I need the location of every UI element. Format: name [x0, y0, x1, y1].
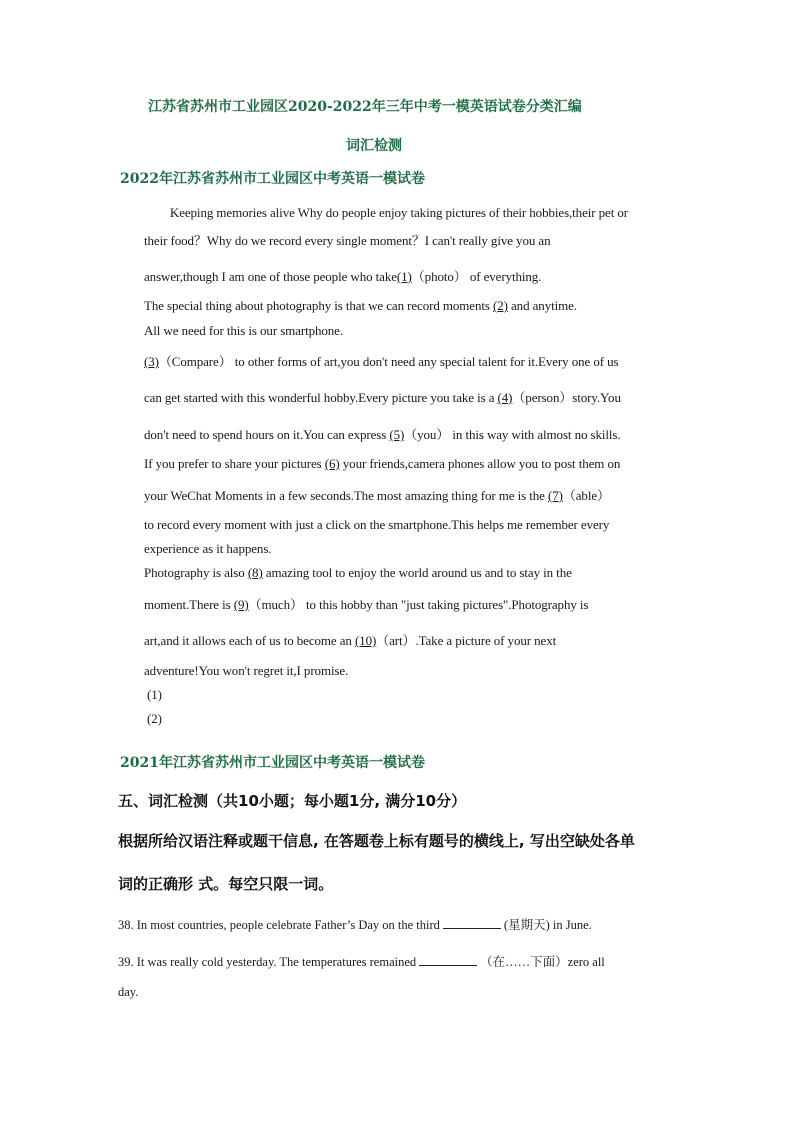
passage-line — [144, 663, 348, 679]
answer-2: (2) — [147, 711, 162, 726]
passage-text: adventure!You won't regret it,I promise. — [144, 663, 349, 678]
question-38-text: 38. In most countries, people celebrate Father’s Day on the third — [118, 918, 440, 932]
passage-text: your friends,camera phones allow you to post them on — [339, 456, 621, 471]
passage-line — [144, 565, 572, 581]
passage-line — [144, 456, 620, 472]
question-38-hint: (星期天) in June. — [503, 918, 592, 932]
part-title: 五、词汇检测（共10小题；每小题1分, 满分10分） — [118, 792, 467, 810]
passage-line — [144, 351, 618, 370]
blank-number[interactable]: (4) — [497, 390, 513, 405]
passage-text: （Compare） to other forms of art,you don't need any special talent for it.Every one of us — [158, 354, 619, 369]
passage-text: to record every moment with just a click on the smartphone.This helps me remember every — [144, 517, 610, 532]
passage-text: （able） — [562, 488, 610, 503]
passage-text: （photo） of everything. — [411, 269, 542, 284]
passage-line — [144, 594, 588, 613]
passage-text: （much） to this hobby than "just taking pictures".Photography is — [248, 597, 589, 612]
document-title: 江苏省苏州市工业园区2020-2022年三年中考一模英语试卷分类汇编 — [148, 99, 582, 115]
passage-text: don't need to spend hours on it.You can express — [144, 427, 390, 442]
passage-text: your WeChat Moments in a few seconds.The most amazing thing for me is the — [144, 488, 548, 503]
passage-line — [144, 266, 541, 285]
passage-text: art,and it allows each of us to become an — [144, 633, 355, 648]
instruction-line-1: 根据所给汉语注释或题干信息, 在答题卷上标有题号的横线上, 写出空缺处各单 — [118, 832, 635, 850]
instruction-line-2: 词的正确形 式。每空只限一词。 — [118, 875, 334, 893]
blank-number[interactable]: (1) — [396, 269, 412, 284]
passage-text: Keeping memories alive Why do people enjoy taking pictures of their hobbies,their pet or — [157, 205, 629, 220]
blank-number[interactable]: (6) — [324, 456, 340, 471]
passage-text: The special thing about photography is that we can record moments — [144, 298, 493, 313]
passage-text: All we need for this is our smartphone. — [144, 323, 344, 338]
document-subtitle: 词汇检测 — [346, 138, 402, 154]
question-39-hint: （在……下面）zero all — [480, 955, 605, 969]
passage-text: experience as it happens. — [144, 541, 272, 556]
blank-number[interactable]: (2) — [493, 298, 508, 313]
passage-text: and anytime. — [507, 298, 577, 313]
passage-line — [144, 541, 271, 557]
blank-number[interactable]: (8) — [247, 565, 263, 580]
passage-line — [144, 323, 343, 339]
passage-text: their food？Why do we record every single moment？I can't really give you an — [144, 233, 551, 248]
question-39-continued: day. — [118, 985, 139, 999]
section-2022-heading: 2022年江苏省苏州市工业园区中考英语一模试卷 — [120, 171, 425, 187]
passage-text: amazing tool to enjoy the world around us and to stay in the — [262, 565, 572, 580]
blank-number[interactable]: (3) — [144, 354, 159, 369]
passage-text: （you） in this way with almost no skills. — [404, 427, 621, 442]
passage-line — [144, 230, 550, 249]
blank-number[interactable]: (7) — [547, 488, 563, 503]
passage-text: If you prefer to share your pictures — [144, 456, 325, 471]
passage-text: can get started with this wonderful hobby.Every picture you take is a — [144, 390, 498, 405]
passage-line — [144, 298, 577, 314]
section-2021-heading: 2021年江苏省苏州市工业园区中考英语一模试卷 — [120, 755, 425, 771]
passage-line — [144, 630, 556, 649]
blank-number[interactable]: (10) — [354, 633, 377, 648]
answer-blank-38[interactable] — [443, 916, 501, 929]
blank-number[interactable]: (5) — [389, 427, 405, 442]
passage-line — [144, 517, 609, 533]
passage-line — [144, 485, 610, 504]
passage-text: （person）story.You — [512, 390, 621, 405]
blank-number[interactable]: (9) — [233, 597, 249, 612]
passage-text: moment.There is — [144, 597, 234, 612]
passage-text: Photography is also — [144, 565, 248, 580]
question-38 — [118, 915, 592, 933]
passage-text: answer,though I am one of those people who take — [144, 269, 397, 284]
passage-text: （art）.Take a picture of your next — [376, 633, 557, 648]
question-39-text: 39. It was really cold yesterday. The temperatures remained — [118, 955, 417, 969]
answer-1: (1) — [147, 687, 162, 702]
question-39 — [118, 952, 605, 970]
passage-line — [144, 424, 621, 443]
answer-blank-39[interactable] — [419, 953, 477, 966]
passage-line — [144, 387, 621, 406]
passage-line — [157, 202, 628, 221]
